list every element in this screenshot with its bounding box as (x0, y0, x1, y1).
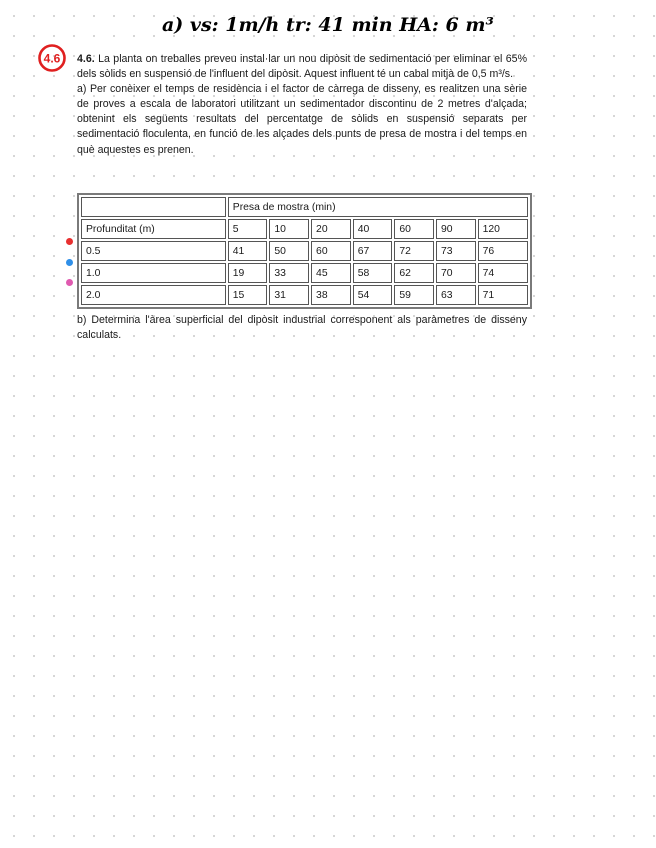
handwritten-note-text: a) vs: 1m/h tr: 41 min HA: 6 m³ (162, 14, 494, 36)
table-cell: 41 (228, 241, 268, 261)
table-cell: 62 (394, 263, 434, 283)
table-row (81, 241, 528, 261)
table-header-time: 40 (353, 219, 393, 239)
problem-number: 4.6. (77, 53, 95, 65)
handwritten-note (160, 6, 494, 42)
problem-statement (77, 52, 527, 158)
data-table-container (77, 193, 532, 309)
table-header-time: 90 (436, 219, 476, 239)
table-cell: 15 (228, 285, 268, 305)
table-header-time: 10 (269, 219, 309, 239)
table-cell: 73 (436, 241, 476, 261)
table-group-header-row (81, 197, 528, 217)
table-cell: 67 (353, 241, 393, 261)
table-depth-cell: 0.5 (81, 241, 226, 261)
table-header-time: 20 (311, 219, 351, 239)
table-cell: 58 (353, 263, 393, 283)
table-cell: 63 (436, 285, 476, 305)
problem-part-b-block (77, 313, 527, 343)
table-cell: 45 (311, 263, 351, 283)
row-marker-pink (66, 279, 73, 286)
table-cell: 38 (311, 285, 351, 305)
table-row (81, 285, 528, 305)
table-cell: 19 (228, 263, 268, 283)
problem-part-a: a) Per conèixer el temps de residència i el factor de càrrega de disseny, es realitzen una sèrie de proves a escala de laboratori utilitzant un sedimentador discontinu de 2 metres d'alçada; obtenint els següents resultats del percentatge de sòlids en suspensió separats per sedimentació floculenta, en funció de les alçades dels punts de presa de mostra i del temps en què aquestes es prenen. (77, 83, 527, 156)
table-cell: 74 (478, 263, 528, 283)
problem-number-badge (37, 43, 67, 73)
sedimentation-table (77, 193, 532, 309)
table-depth-cell: 2.0 (81, 285, 226, 305)
table-cell: 70 (436, 263, 476, 283)
row-marker-red (66, 238, 73, 245)
problem-part-b: b) Determina l'àrea superficial del dipòsit industrial corresponent als paràmetres de disseny calculats. (77, 314, 527, 342)
table-cell: 76 (478, 241, 528, 261)
table-cell: 54 (353, 285, 393, 305)
table-cell: 59 (394, 285, 434, 305)
table-cell: 31 (269, 285, 309, 305)
table-row-header: Profunditat (m) (81, 219, 226, 239)
problem-intro-paragraph (77, 52, 527, 82)
problem-intro-text: La planta on treballes preveu instal·lar un nou dipòsit de sedimentació per eliminar el 65% dels sòlids en suspensió de l'influent del dipòsit. Aquest influent té un cabal mitjà de 0,5 m³/s. (77, 53, 527, 81)
table-header-time: 5 (228, 219, 268, 239)
table-group-header: Presa de mostra (min) (228, 197, 528, 217)
table-cell: 72 (394, 241, 434, 261)
table-header-row (81, 219, 528, 239)
table-cell: 71 (478, 285, 528, 305)
table-header-time: 120 (478, 219, 528, 239)
table-cell: 33 (269, 263, 309, 283)
row-marker-blue (66, 259, 73, 266)
table-depth-cell: 1.0 (81, 263, 226, 283)
table-row (81, 263, 528, 283)
table-cell: 50 (269, 241, 309, 261)
table-header-time: 60 (394, 219, 434, 239)
badge-label: 4.6 (43, 51, 61, 66)
table-corner-cell (81, 197, 226, 217)
table-cell: 60 (311, 241, 351, 261)
